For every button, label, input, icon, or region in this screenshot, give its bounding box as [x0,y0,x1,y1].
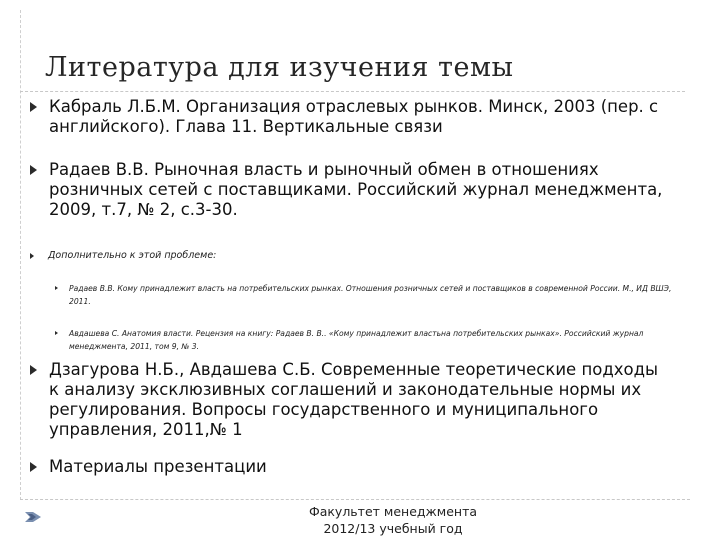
bullet-item-cabral [30,97,690,137]
footer-divider [20,499,690,500]
bullet-arrow-icon [30,165,37,175]
sub-item-radaev-book [55,282,695,308]
sub-item-avdasheva-review [55,327,695,353]
bullet-item-materials [30,457,690,477]
bullet-item-radaev [30,160,690,220]
bullet-text: Радаев В.В. Кому принадлежит власть на потребительских рынках. Отношения розничных сетей и поставщиков в современной России. М., ИД ВШЭ, 2011. [69,284,672,306]
bullet-arrow-icon [30,365,37,375]
bullet-item-dzagurova [30,360,690,440]
bullet-arrow-icon [30,253,34,259]
bullet-text: Радаев В.В. Рыночная власть и рыночный обмен в отношениях розничных сетей с поставщиками. Российский журнал менеджмента, 2009, т.7, № 2, с.3-30. [49,160,663,219]
bullet-arrow-icon [30,102,37,112]
bullet-arrow-icon [55,331,58,335]
left-guide-line [20,10,21,500]
bullet-text: Дополнительно к этой проблеме: [48,250,217,261]
slide-nav-icon [24,510,44,524]
bullet-text: Материалы презентации [49,457,267,476]
bullet-text: Дзагурова Н.Б., Авдашева С.Б. Современные теоретические подходы к анализу эксклюзивных соглашений и законодательные нормы их регулирования. Вопросы государственного и муниципального управления, 2011,№ 1 [49,360,659,439]
bullet-arrow-icon [30,462,37,472]
bullet-arrow-icon [55,286,58,290]
bullet-text: Авдашева С. Анатомия власти. Рецензия на книгу: Радаев В. В.. «Кому принадлежит властьна потребительских рынках». Российский журнал менеджмента, 2011, том 9, № 3. [69,329,644,351]
slide-footer: Факультет менеджмента 2012/13 учебный год [308,504,478,536]
bullet-item-additional [30,249,690,262]
slide-title: Литература для изучения темы [45,52,514,83]
bullet-text: Кабраль Л.Б.М. Организация отраслевых рынков. Минск, 2003 (пер. с английского). Глава 11. Вертикальные связи [49,97,659,136]
title-divider [20,91,685,92]
